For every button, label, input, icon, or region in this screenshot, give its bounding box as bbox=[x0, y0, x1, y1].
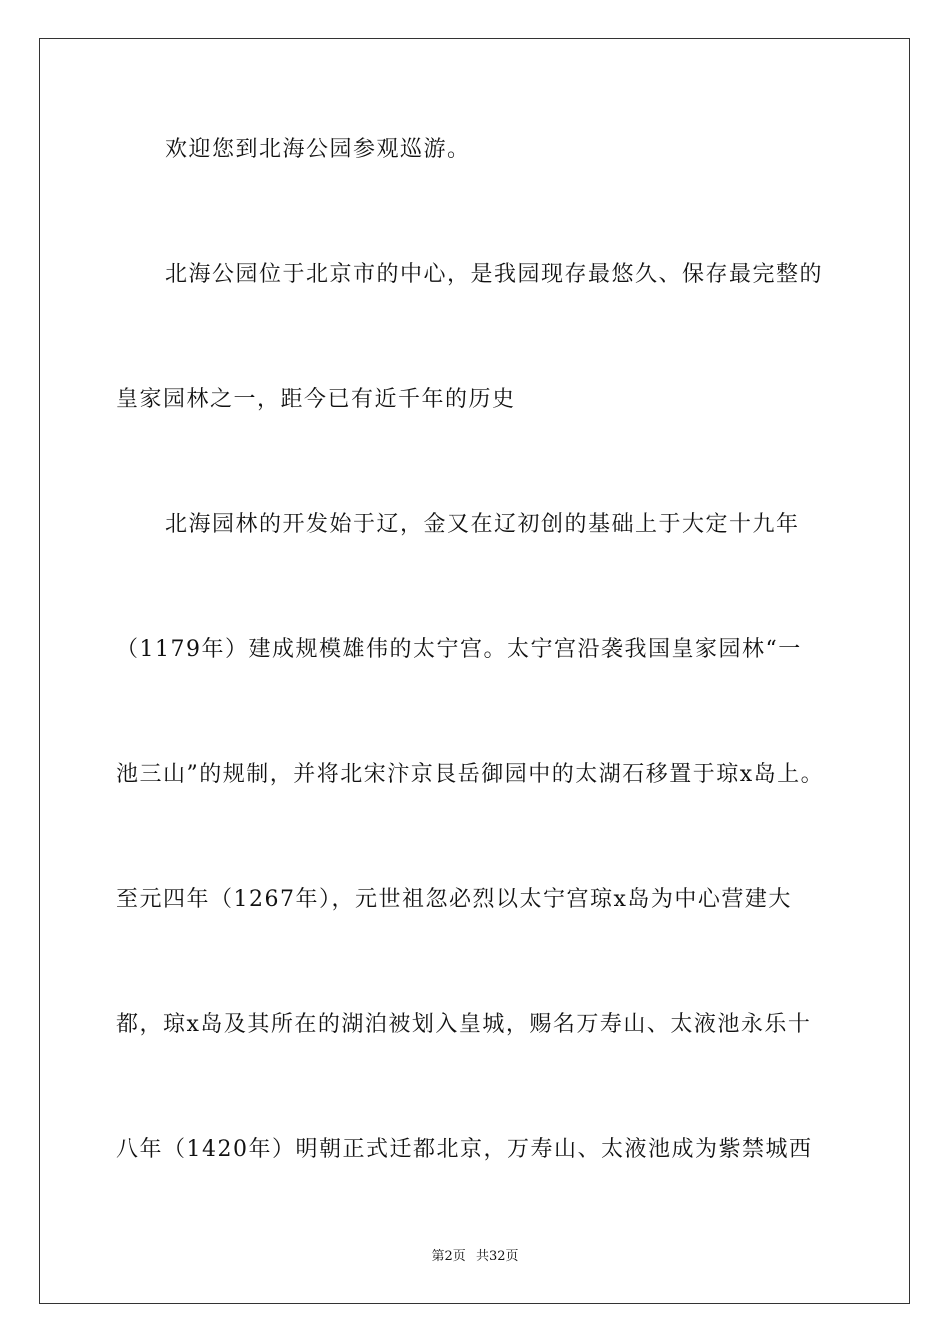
paragraph-line: 北海公园位于北京市的中心，是我园现存最悠久、保存最完整的 bbox=[165, 262, 824, 287]
page-border bbox=[39, 38, 910, 1304]
paragraph-line: 池三山”的规制，并将北宋汴京艮岳御园中的太湖石移置于琼x岛上。 bbox=[116, 762, 825, 787]
paragraph-line: 北海园林的开发始于辽，金又在辽初创的基础上于大定十九年 bbox=[165, 512, 800, 537]
paragraph-line: 欢迎您到北海公园参观巡游。 bbox=[165, 137, 471, 162]
paragraph-line: 至元四年（1267年），元世祖忽必烈以太宁宫琼x岛为中心营建大 bbox=[116, 887, 792, 912]
page-footer bbox=[0, 1248, 950, 1266]
paragraph-line: （1179年）建成规模雄伟的太宁宫。太宁宫沿袭我国皇家园林“一 bbox=[116, 637, 802, 662]
page-number: 第2页 bbox=[431, 1249, 466, 1264]
paragraph-line: 都，琼x岛及其所在的湖泊被划入皇城，赐名万寿山、太液池永乐十 bbox=[116, 1012, 812, 1037]
paragraph-line: 八年（1420年）明朝正式迁都北京，万寿山、太液池成为紫禁城西 bbox=[116, 1137, 813, 1162]
paragraph-line: 皇家园林之一，距今已有近千年的历史 bbox=[116, 387, 516, 412]
page-total: 共32页 bbox=[475, 1249, 519, 1264]
